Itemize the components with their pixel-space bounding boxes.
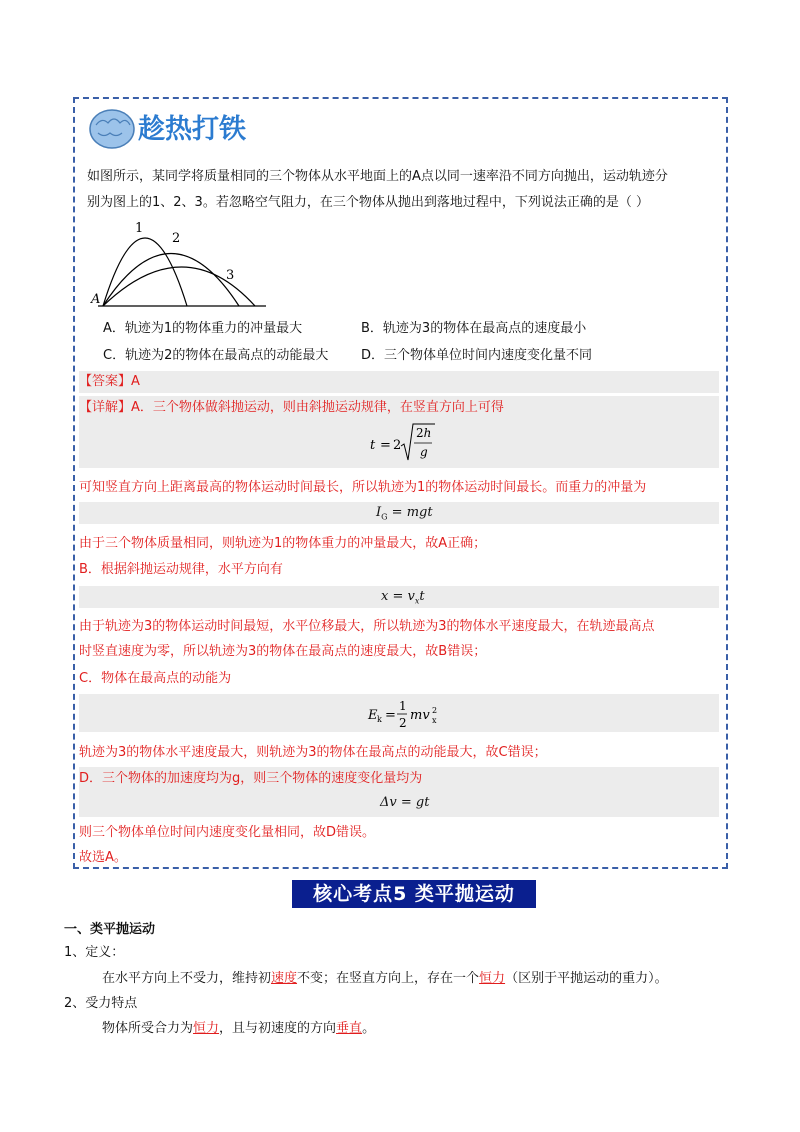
svg-text:=: =: [380, 438, 391, 453]
svg-text:2: 2: [393, 438, 402, 453]
explain-line-4: B．根据斜抛运动规律，水平方向有: [79, 562, 283, 577]
svg-text:k: k: [377, 715, 382, 724]
option-c: C．轨迹为2的物体在最高点的动能最大: [103, 348, 329, 363]
option-a: A．轨迹为1的物体重力的冲量最大: [103, 321, 303, 336]
svg-text:g: g: [420, 445, 428, 459]
force-text-a: 物体所受合力为: [102, 1021, 194, 1036]
explain-line-6: 时竖直速度为零，所以轨迹为3的物体在最高点的速度最大，故B错误；: [79, 644, 487, 659]
point-a: A: [91, 292, 101, 307]
force-keyword-perpendicular: 垂直: [336, 1021, 363, 1036]
explain-line-7: C．物体在最高点的动能为: [79, 671, 232, 686]
label-3: 3: [226, 268, 235, 283]
force-text-c: 。: [362, 1021, 376, 1036]
explain-line-5: 由于轨迹为3的物体运动时间最短，水平位移最大，所以轨迹为3的物体水平速度最大，在轨迹最高点: [79, 619, 655, 634]
formula-time: [368, 422, 438, 468]
svg-text:=: =: [385, 708, 396, 723]
label-2: 2: [172, 231, 181, 246]
trajectory-figure: [88, 218, 268, 313]
definition-text-b: 不变；在竖直方向上，存在一个: [297, 971, 480, 986]
logo-banner: [86, 103, 276, 155]
logo-text: 趁热打铁: [138, 114, 246, 145]
svg-text:2h: 2h: [416, 426, 432, 440]
svg-text:1: 1: [399, 699, 407, 713]
brain-icon: [90, 110, 134, 148]
formula-horizontal: $x = v_xt$: [381, 589, 425, 606]
option-d: D．三个物体单位时间内速度变化量不同: [361, 348, 593, 363]
formula-velocity-change: Δv = gt: [380, 795, 430, 810]
definition-text-a: 在水平方向上不受力，维持初: [102, 971, 272, 986]
item-1: 1、定义：: [64, 945, 125, 960]
definition-text-c: （区别于平抛运动的重力）。: [505, 971, 668, 986]
section-title: 一、类平抛运动: [64, 922, 156, 937]
svg-text:t: t: [370, 438, 376, 453]
explain-line-9: D．三个物体的加速度均为g，则三个物体的速度变化量均为: [79, 771, 423, 786]
force-keyword-constant: 恒力: [193, 1021, 220, 1036]
trajectory-1: [103, 238, 187, 306]
explain-line-11: 故选A。: [79, 850, 127, 865]
question-line-2: 别为图上的1、2、3。若忽略空气阻力，在三个物体从抛出到落地过程中，下列说法正确的是（ ）: [87, 195, 649, 210]
definition-keyword-force: 恒力: [479, 971, 506, 986]
definition-keyword-velocity: 速度: [271, 971, 298, 986]
force-text-b: ，且与初速度的方向: [219, 1021, 337, 1036]
formula-kinetic: [366, 697, 446, 731]
force-line: [102, 1019, 375, 1039]
svg-text:mv: mv: [410, 708, 430, 723]
definition-line: [102, 969, 668, 989]
question-line-1: 如图所示，某同学将质量相同的三个物体从水平地面上的A点以同一速率沿不同方向抛出，运动轨迹分: [87, 169, 668, 184]
formula-impulse: $I_G$ = mgt: [376, 505, 433, 522]
svg-text:E: E: [368, 708, 378, 723]
answer-label: 【答案】A: [79, 374, 140, 389]
option-b: B．轨迹为3的物体在最高点的速度最小: [361, 321, 587, 336]
explain-line-3: 由于三个物体质量相同，则轨迹为1的物体重力的冲量最大，故A正确；: [79, 536, 487, 551]
label-1: 1: [135, 221, 144, 236]
svg-text:2: 2: [399, 716, 407, 730]
answer-bg: [79, 371, 719, 393]
item-2: 2、受力特点: [64, 996, 138, 1011]
explain-line-2: 可知竖直方向上距离最高的物体运动时间最长，所以轨迹为1的物体运动时间最长。而重力的冲量为: [79, 480, 647, 495]
explain-line-8: 轨迹为3的物体水平速度最大，则轨迹为3的物体在最高点的动能最大，故C错误；: [79, 745, 547, 760]
explain-line-1: 【详解】A．三个物体做斜抛运动，则由斜抛运动规律，在竖直方向上可得: [79, 400, 504, 415]
trajectory-2: [103, 254, 239, 307]
svg-text:2: 2: [432, 706, 438, 715]
explain-line-10: 则三个物体单位时间内速度变化量相同，故D错误。: [79, 825, 376, 840]
svg-text:x: x: [432, 716, 437, 725]
core-point-banner: 核心考点5 类平抛运动: [292, 880, 536, 908]
